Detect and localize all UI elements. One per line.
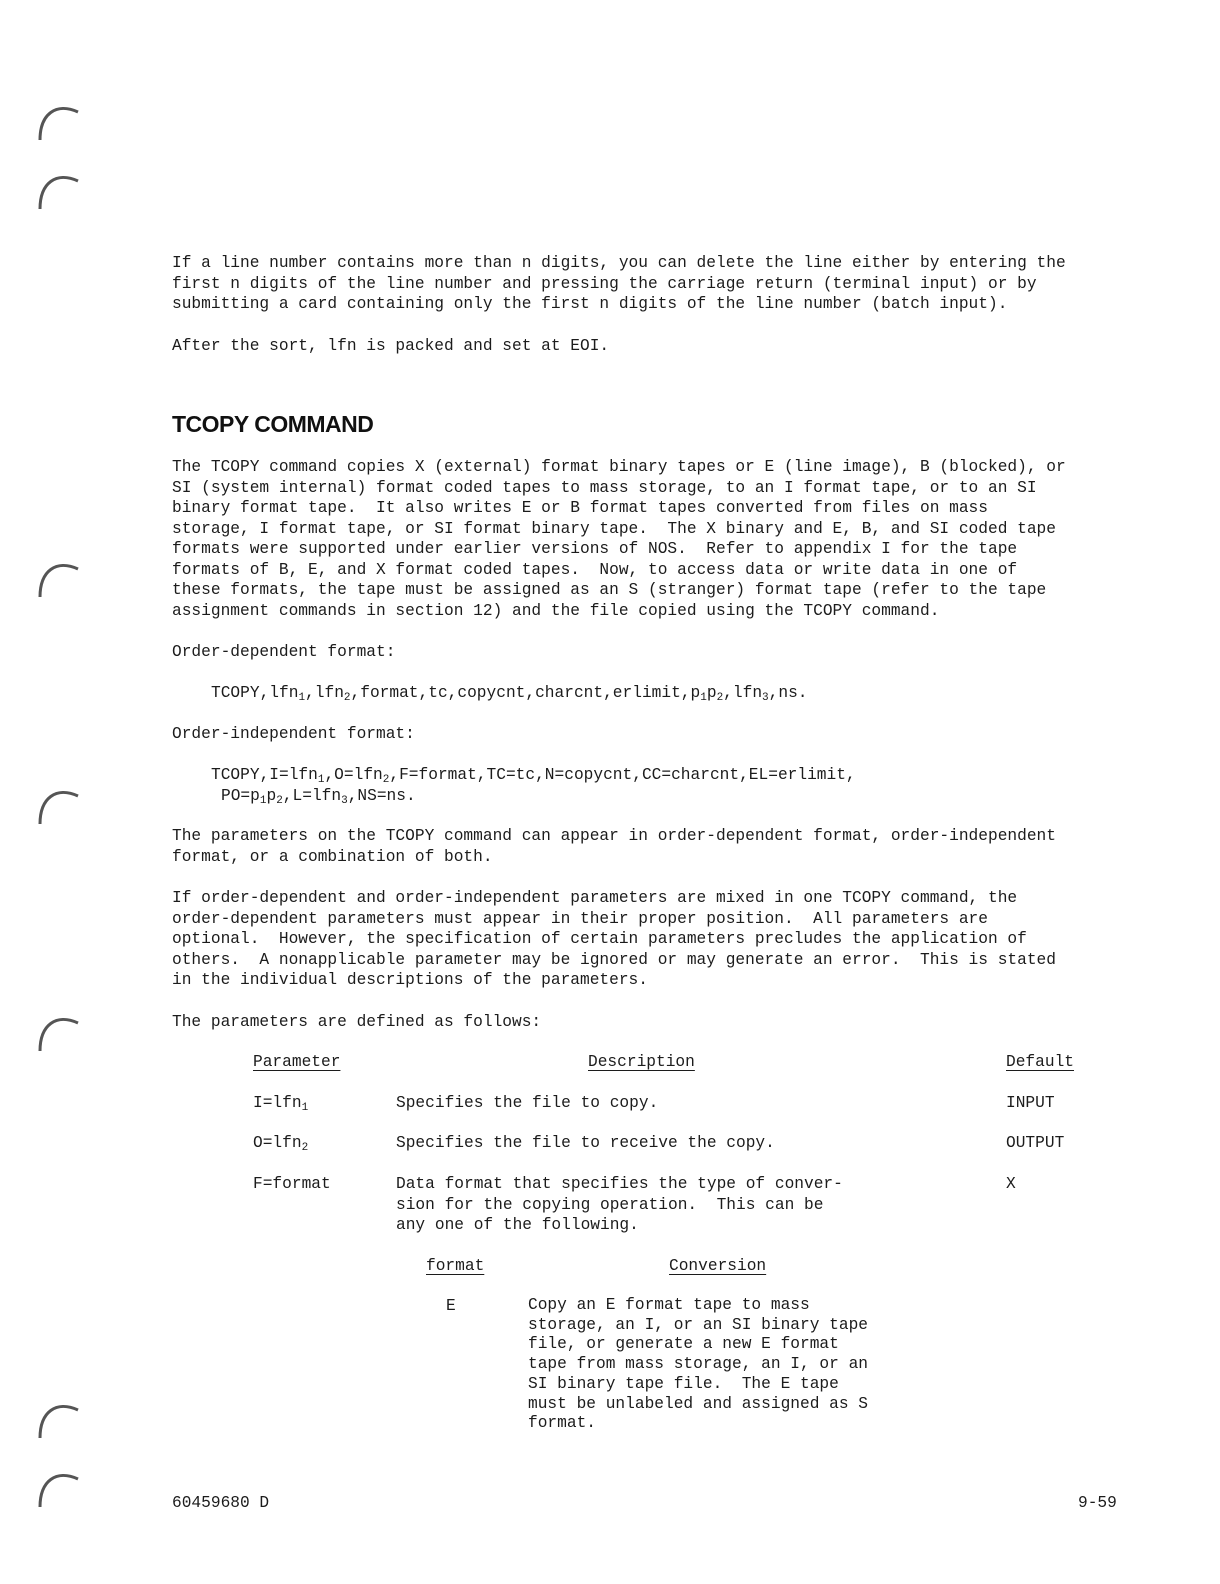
column-header-default: Default [1006, 1053, 1074, 1071]
binder-hole-mark [34, 1394, 82, 1442]
param-description: Data format that specifies the type of conver- sion for the copying operation. This can be any one of the following. [396, 1175, 843, 1234]
param-name: O=lfn$_2$ [253, 1134, 309, 1154]
order-independent-format-line1: TCOPY,I=lfn$_1$,O=lfn$_2$,F=format,TC=tc,N=copycnt,CC=charcnt,EL=erlimit, [211, 766, 856, 786]
column-header-description: Description [588, 1053, 695, 1071]
paragraph-line-number-deletion: If a line number contains more than n digits, you can delete the line either by entering the first n digits of the line number and pressing the carriage return (terminal input) or by submitting a card containing only the first n digits of the line number (batch input). [172, 254, 1066, 313]
binder-hole-mark [34, 1463, 82, 1511]
paragraph-mixed-parameters: If order-dependent and order-independent parameters are mixed in one TCOPY command, the order-dependent parameters must appear in their proper position. All parameters are optional. However, the specification of certain parameters precludes the application of others. A nonapplicable parameter may be ignored or may generate an error. This is stated in the individual descriptions of the parameters. [172, 889, 1056, 989]
binder-hole-mark [34, 553, 82, 601]
order-independent-format-line2: $PO=p_1p_2,L=lfn_3,NS=ns$. [221, 787, 416, 807]
order-dependent-format: $TCOPY,lfn_1,lfn_2,format,tc,copycnt,charcnt,erlimit,p_1p_2,lfn_3,ns$. [211, 684, 808, 704]
param-default: OUTPUT [1006, 1134, 1065, 1152]
param-default: X [1006, 1175, 1016, 1193]
binder-hole-mark [34, 96, 82, 144]
param-name: I=lfn$_1$ [253, 1094, 309, 1114]
param-description: Specifies the file to receive the copy. [396, 1134, 775, 1152]
paragraph-after-sort: After the sort, lfn is packed and set at EOI. [172, 337, 610, 355]
document-number: 60459680 D [172, 1494, 270, 1512]
param-name: F=format [253, 1175, 331, 1193]
column-header-conversion: Conversion [669, 1257, 767, 1275]
binder-hole-mark [34, 165, 82, 213]
label-order-dependent: Order-dependent format: [172, 643, 396, 661]
label-order-independent: Order-independent format: [172, 725, 415, 743]
param-default: INPUT [1006, 1094, 1055, 1112]
binder-hole-mark [34, 780, 82, 828]
binder-hole-mark [34, 1007, 82, 1055]
format-code: E [446, 1297, 456, 1315]
column-header-parameter: Parameter [253, 1053, 341, 1071]
paragraph-tcopy-description: The TCOPY command copies X (external) format binary tapes or E (line image), B (blocked), or SI (system internal) format coded tapes to mass storage, to an I format tape, or to an SI binary format tape. It also writes E or B format tapes converted from files on mass storage, I format tape, or SI format binary tape. The X binary and E, B, and SI coded tape formats were supported under earlier versions of NOS. Refer to appendix I for the tape formats of B, E, and X format coded tapes. Now, to access data or write data in one of these formats, the tape must be assigned as an S (stranger) format tape (refer to the tape assignment commands in section 12) and the file copied using the TCOPY command. [172, 458, 1066, 620]
paragraph-parameters-intro: The parameters are defined as follows: [172, 1013, 542, 1031]
page-number: 9-59 [1078, 1494, 1117, 1512]
column-header-format: format [426, 1257, 485, 1275]
format-conversion-description: Copy an E format tape to mass storage, an I, or an SI binary tape file, or generate a new E format tape from mass storage, an I, or an SI binary tape file. The E tape must be unlabeled and assigned as S format. [528, 1296, 868, 1433]
section-title: TCOPY COMMAND [172, 411, 374, 437]
param-description: Specifies the file to copy. [396, 1094, 659, 1112]
paragraph-parameter-formats: The parameters on the TCOPY command can appear in order-dependent format, order-independent format, or a combination of both. [172, 827, 1056, 866]
